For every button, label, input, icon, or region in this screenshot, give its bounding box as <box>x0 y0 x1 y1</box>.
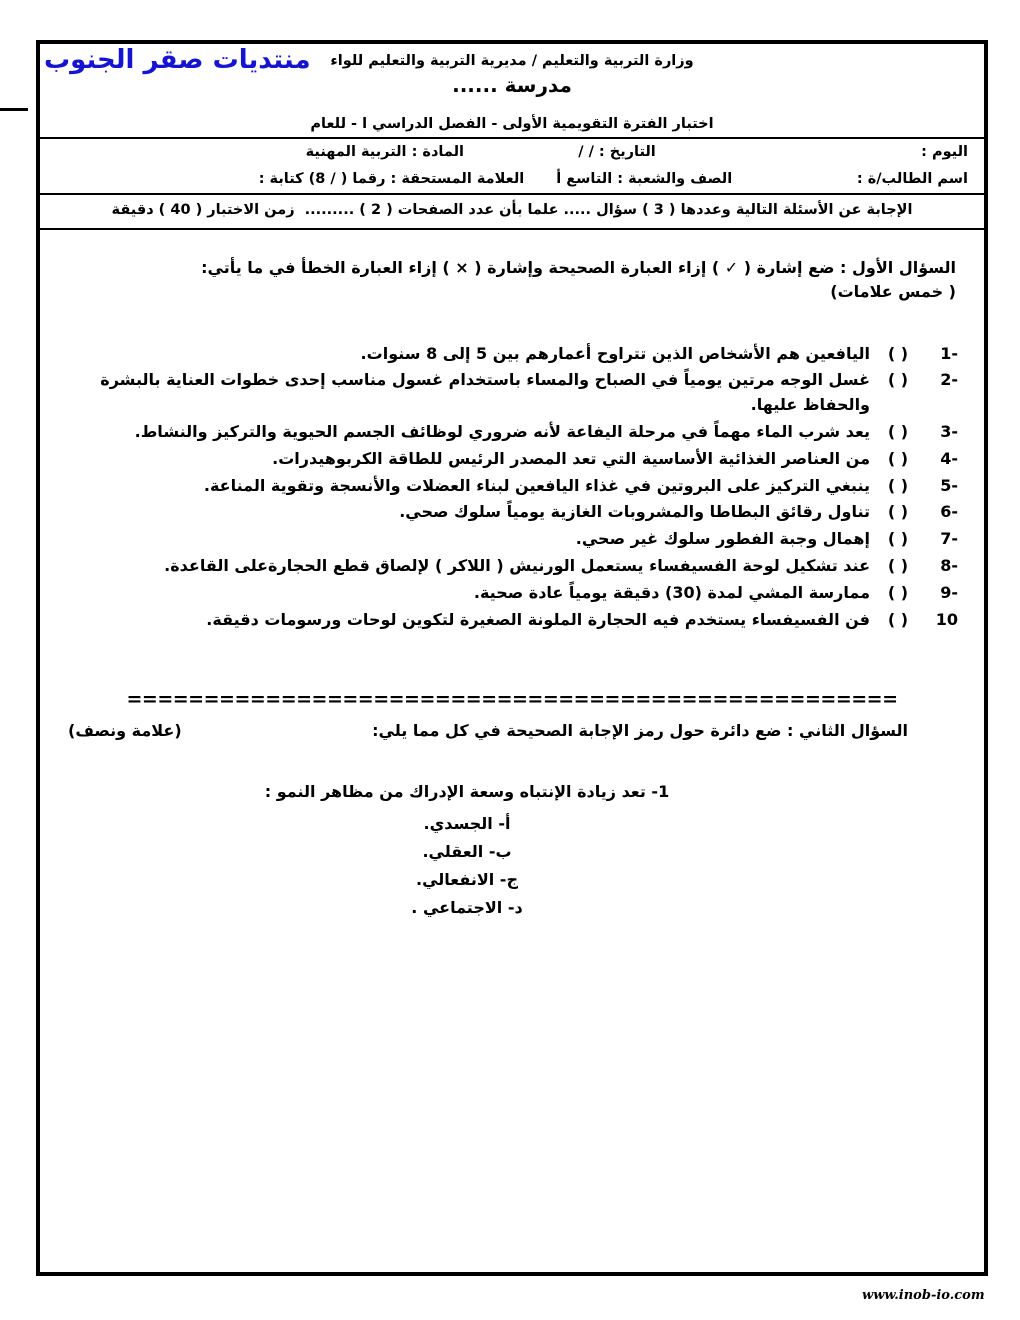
question-two-header <box>64 721 960 740</box>
exam-instructions-line: الإجابة عن الأسئلة التالية وعددها ( 3 ) سؤال ..... علما بأن عدد الصفحات ( 2 ) ......... ‏ زمن الاختبار ( 40 ) دقيقة <box>111 201 913 218</box>
true-false-item-text: غسل الوجه مرتين يومياً في الصباح والمساء باستخدام غسول مناسب إحدى خطوات العناية بالبشرة والحفاظ عليها. <box>100 370 870 415</box>
true-false-answer-box[interactable]: ( ) <box>887 609 909 629</box>
true-false-item <box>64 500 960 525</box>
true-false-item-text: فن الفسيفساء يستخدم فيه الحجارة الملونة الصغيرة لتكوين لوحات ورسومات دقيقة. <box>206 609 870 629</box>
true-false-item-number: -9 <box>940 582 958 602</box>
multiple-choice-list <box>64 778 960 921</box>
question-two-marks: (علامة ونصف) <box>68 721 182 741</box>
mcq-option[interactable]: ب- العقلي. <box>422 841 512 861</box>
true-false-item <box>64 554 960 579</box>
true-false-item <box>64 527 960 552</box>
mark-field: العلامة المستحقة : رقما ( / 8) كتابة : <box>258 170 525 187</box>
true-false-item-number: -8 <box>940 556 958 575</box>
question-two-heading: السؤال الثاني : ضع دائرة حول رمز الإجابة الصحيحة في كل مما يلي: <box>372 721 908 741</box>
header-info-row-1 <box>40 139 984 166</box>
true-false-item <box>64 608 960 633</box>
header-divider-3 <box>40 228 984 230</box>
exam-title-line: اختبار الفترة التقويمية الأولى - الفصل الدراسي ا - للعام <box>310 115 714 132</box>
true-false-item-text: ممارسة المشي لمدة (30) دقيقة يومياً عادة صحية. <box>473 582 870 602</box>
true-false-item-number: -7 <box>940 529 958 549</box>
footer-url: www.inob-io.com <box>862 1288 985 1303</box>
true-false-item-text: ينبغي التركيز على البروتين في غذاء اليافعين لبناء العضلات والأنسجة وتقوية المناعة. <box>203 475 870 495</box>
header-info-row-2 <box>40 166 984 193</box>
true-false-answer-box[interactable]: ( ) <box>887 502 909 522</box>
exam-body <box>40 256 984 922</box>
true-false-item-number: -5 <box>940 475 958 495</box>
question-one-heading: السؤال الأول : ضع إشارة ( ✓ ) إزاء العبارة الصحيحة وإشارة ( × ) إزاء العبارة الخطأ في ما يأتي: <box>201 257 956 277</box>
true-false-item <box>64 342 960 367</box>
true-false-answer-box[interactable]: ( ) <box>887 370 909 390</box>
true-false-answer-box[interactable]: ( ) <box>887 343 909 363</box>
true-false-answer-box[interactable]: ( ) <box>887 422 909 442</box>
mcq-option[interactable]: أ- الجسدي. <box>423 813 511 833</box>
true-false-item-text: اليافعين هم الأشخاص الذين تتراوح أعمارهم بين 5 إلى 8 سنوات. <box>360 343 870 363</box>
true-false-item-text: يعد شرب الماء مهماً في مرحلة اليفاعة لأنه ضروري لوظائف الجسم الحيوية والتركيز والنشاط. <box>134 422 870 442</box>
true-false-item-number: -1 <box>940 343 958 363</box>
mcq-option[interactable]: ج- الانفعالي. <box>416 869 518 889</box>
day-field: اليوم : <box>921 143 968 160</box>
true-false-item-number: -4 <box>940 448 958 468</box>
true-false-item-number: -6 <box>940 502 958 522</box>
true-false-item <box>64 447 960 472</box>
mcq-stem: 1- تعد زيادة الإنتباه وسعة الإدراك من مظاهر النمو : <box>264 782 670 802</box>
true-false-item <box>64 420 960 445</box>
true-false-answer-box[interactable]: ( ) <box>887 475 909 495</box>
forum-watermark: منتديات صقر الجنوب <box>44 45 311 75</box>
true-false-item-text: إهمال وجبة الفطور سلوك غير صحي. <box>575 529 870 549</box>
true-false-item-number: -3 <box>940 422 958 442</box>
true-false-item <box>64 368 960 418</box>
true-false-answer-box[interactable]: ( ) <box>887 556 909 575</box>
exam-page-frame <box>36 40 988 1276</box>
true-false-item-text: من العناصر الغذائية الأساسية التي تعد المصدر الرئيس للطاقة الكربوهيدرات. <box>272 448 870 468</box>
class-section-field: الصف والشعبة : التاسع أ <box>556 170 733 187</box>
student-name-field: اسم الطالب/ة : <box>856 170 968 187</box>
true-false-item-number: 10 <box>935 609 958 629</box>
question-one-marks: ( خمس علامات) <box>830 281 956 301</box>
subject-field: المادة : التربية المهنية <box>305 143 464 160</box>
true-false-answer-box[interactable]: ( ) <box>887 448 909 468</box>
date-field: التاريخ : / / <box>578 143 656 160</box>
true-false-item-text: تناول رقائق البطاطا والمشروبات الغازية يومياً سلوك صحي. <box>399 502 870 522</box>
true-false-item-text: عند تشكيل لوحة الفسيفساء يستعمل الورنيش ( اللاكر ) لإلصاق قطع الحجارةعلى القاعدة. <box>164 556 870 575</box>
true-false-item <box>64 474 960 499</box>
true-false-item <box>64 581 960 606</box>
ministry-line: وزارة التربية والتعليم / مديرية التربية والتعليم للواء <box>330 53 694 69</box>
school-name-line: مدرسة ...... <box>452 72 572 97</box>
true-false-list <box>64 342 960 633</box>
true-false-answer-box[interactable]: ( ) <box>887 529 909 549</box>
true-false-answer-box[interactable]: ( ) <box>887 582 909 602</box>
section-separator: ================================================== <box>126 690 898 710</box>
left-margin-stub-line <box>0 108 28 111</box>
mcq-option[interactable]: د- الاجتماعي . <box>411 897 523 917</box>
true-false-item-number: -2 <box>940 370 958 390</box>
